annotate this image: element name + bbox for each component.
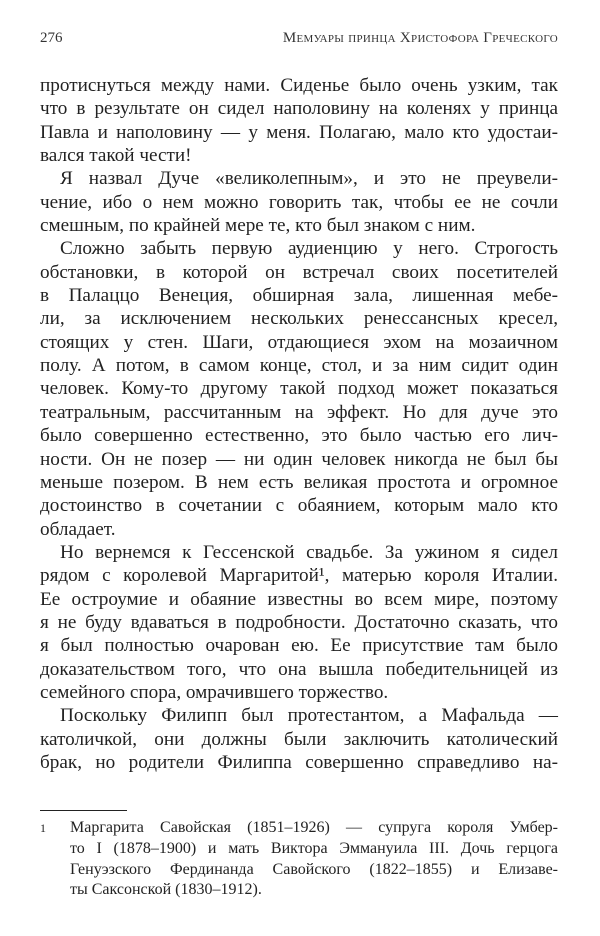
text-line: ности. Он не позер — ни один человек никогда не был бы <box>40 448 558 470</box>
text-line: в Палаццо Венеция, обширная зала, лишенная мебе- <box>40 285 558 307</box>
text-line: обстановки, в которой он встречал своих посетителей <box>40 261 558 283</box>
text-line: Ее остроумие и обаяние известны во всем мире, поэтому <box>40 588 558 610</box>
body-text <box>40 74 558 774</box>
paragraph <box>40 541 558 704</box>
text-line: полу. А потом, в самом конце, стол, и за ним сидит один <box>40 355 558 377</box>
text-line: Но вернемся к Гессенской свадьбе. За ужином я сидел <box>60 541 558 563</box>
footnote-line: Маргарита Савойская (1851–1926) — супруга короля Умбер- <box>70 819 558 836</box>
text-line: я не буду вдаваться в подробности. Достаточно сказать, что <box>40 611 558 633</box>
page-number: 276 <box>40 30 63 46</box>
text-line: ли, за исключением нескольких ренессансных кресел, <box>40 308 558 330</box>
text-line: достоинство в сочетании с обаянием, которым мало кто <box>40 495 558 517</box>
text-line: обладает. <box>40 518 116 540</box>
text-line: семейного спора, омрачившего торжество. <box>40 681 389 703</box>
text-line: католичкой, они должны были заключить католический <box>40 728 558 750</box>
text-line: Сложно забыть первую аудиенцию у него. Строгость <box>60 238 558 260</box>
text-line: театральным, рассчитанным на эффект. Но для дуче это <box>40 401 558 423</box>
text-line: что в результате он сидел наполовину на коленях у принца <box>40 98 558 120</box>
text-line: стоящих у стен. Шаги, отдающиеся эхом на мозаичном <box>40 331 558 353</box>
text-line: чение, ибо о нем можно говорить так, чтобы ее не сочли <box>40 191 558 213</box>
running-title: Мемуары принца Христофора Греческого <box>282 30 558 46</box>
text-line: Я назвал Дуче «великолепным», и это не преувели- <box>60 168 558 190</box>
text-line: я был полностью очарован ею. Ее присутствие там было <box>40 635 558 657</box>
footnote-mark: 1 <box>40 821 46 835</box>
footnote-line: Генуэзского Фердинанда Савойского (1822–1855) и Елизаве- <box>70 860 558 878</box>
text-line: человек. Кому-то другому такой подход может показаться <box>40 378 558 400</box>
text-line: рядом с королевой Маргаритой¹, матерью короля Италии. <box>40 565 558 587</box>
paragraph <box>40 237 558 540</box>
text-line: протиснуться между нами. Сиденье было очень узким, так <box>40 75 558 96</box>
text-line: брак, но родители Филиппа совершенно справедливо на- <box>40 751 558 773</box>
footnote-line: то I (1878–1900) и мать Виктора Эммануила III. Дочь герцога <box>70 839 558 857</box>
footnote-divider <box>40 810 127 811</box>
text-line: Павла и наполовину — у меня. Полагаю, мало кто удостаи- <box>40 121 558 143</box>
text-line: смешным, по крайней мере те, кто был знаком с ним. <box>40 215 476 237</box>
text-line: доказательством того, что она вышла победительницей из <box>40 658 558 680</box>
paragraph <box>40 704 558 774</box>
footnote-line: ты Саксонской (1830–1912). <box>70 881 262 899</box>
text-line: было совершенно естественно, это было частью его лич- <box>40 425 558 447</box>
footnote <box>40 818 558 901</box>
paragraph <box>40 167 558 237</box>
running-header <box>40 30 558 50</box>
text-line: меньше позером. В нем есть великая простота и огромное <box>40 471 558 493</box>
text-line: вался такой чести! <box>40 145 192 167</box>
paragraph <box>40 74 558 167</box>
text-line: Поскольку Филипп был протестантом, а Мафальда — <box>60 705 558 727</box>
